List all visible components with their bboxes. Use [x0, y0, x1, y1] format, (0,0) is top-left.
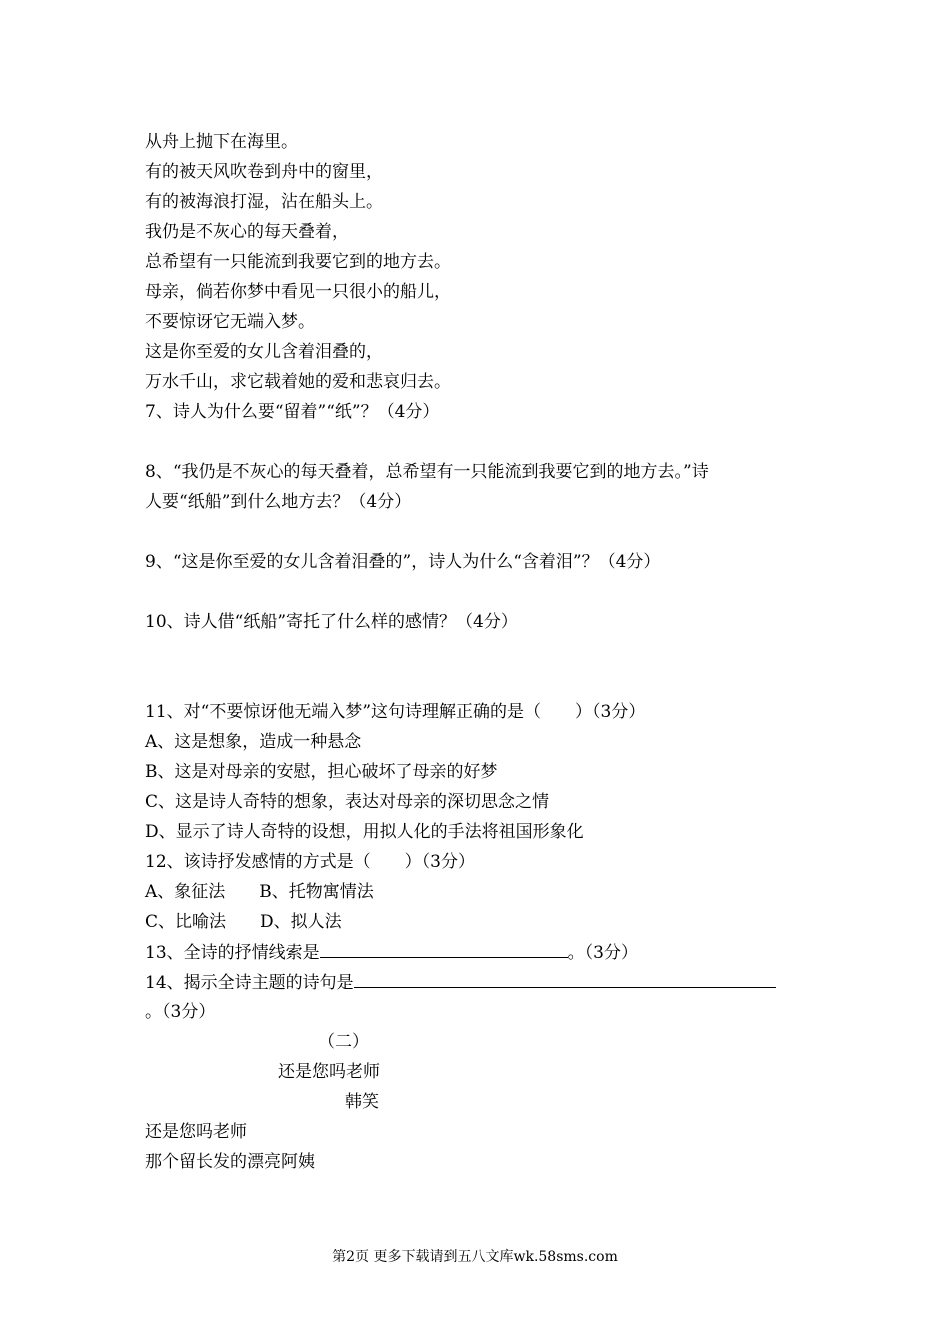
poem-line: 总希望有一只能流到我要它到的地方去。: [145, 252, 451, 272]
poem-line: 还是您吗老师: [145, 1122, 247, 1142]
poem-line: 我仍是不灰心的每天叠着，: [145, 222, 349, 242]
poem-line: 这是你至爱的女儿含着泪叠的，: [145, 342, 383, 362]
question-11: 11、对“不要惊讶他无端入梦”这句诗理解正确的是（ ）（3分）: [145, 702, 646, 722]
page-footer: 第2页 更多下载请到五八文库wk.58sms.com: [332, 1249, 618, 1265]
poem-line: 有的被天风吹卷到舟中的窗里，: [145, 162, 383, 182]
poem-line: 那个留长发的漂亮阿姨: [145, 1152, 315, 1172]
question-8-line-2: 人要“纸船”到什么地方去？（4分）: [145, 492, 412, 512]
poem-line: 有的被海浪打湿，沾在船头上。: [145, 192, 383, 212]
poem-line: 母亲，倘若你梦中看见一只很小的船儿，: [145, 282, 451, 302]
question-12-options-row-1: A、象征法 B、托物寓情法: [145, 882, 374, 902]
question-14-prompt: 14、揭示全诗主题的诗句是: [145, 973, 354, 993]
question-14: [145, 971, 776, 994]
question-11-option-b: B、这是对母亲的安慰，担心破坏了母亲的好梦: [145, 762, 498, 782]
poem-line: 不要惊讶它无端入梦。: [145, 312, 315, 332]
poem-author: 韩笑: [345, 1092, 379, 1112]
question-10: 10、诗人借“纸船”寄托了什么样的感情？（4分）: [145, 612, 518, 632]
question-14-score: 。（3分）: [145, 1002, 216, 1022]
question-11-option-a: A、这是想象，造成一种悬念: [145, 732, 362, 752]
question-12: 12、该诗抒发感情的方式是（ ）（3分）: [145, 852, 475, 872]
poem-title: 还是您吗老师: [278, 1062, 380, 1082]
answer-blank-14[interactable]: [354, 971, 776, 988]
question-11-option-c: C、这是诗人奇特的想象，表达对母亲的深切思念之情: [145, 792, 550, 812]
answer-blank-13[interactable]: [320, 941, 568, 958]
section-heading: （二）: [318, 1032, 369, 1052]
question-9: 9、“这是你至爱的女儿含着泪叠的”，诗人为什么“含着泪”？（4分）: [145, 552, 661, 572]
question-13-prompt: 13、全诗的抒情线索是: [145, 943, 320, 963]
poem-line: 万水千山，求它载着她的爱和悲哀归去。: [145, 372, 451, 392]
question-7: 7、诗人为什么要“留着”“纸”？（4分）: [145, 402, 440, 422]
poem-line: 从舟上抛下在海里。: [145, 132, 298, 152]
question-13-score: 。（3分）: [567, 943, 638, 963]
question-11-option-d: D、显示了诗人奇特的设想，用拟人化的手法将祖国形象化: [145, 822, 584, 842]
question-8-line-1: 8、“我仍是不灰心的每天叠着，总希望有一只能流到我要它到的地方去。”诗: [145, 462, 709, 482]
question-12-options-row-2: C、比喻法 D、拟人法: [145, 912, 342, 932]
question-13: [145, 941, 638, 964]
